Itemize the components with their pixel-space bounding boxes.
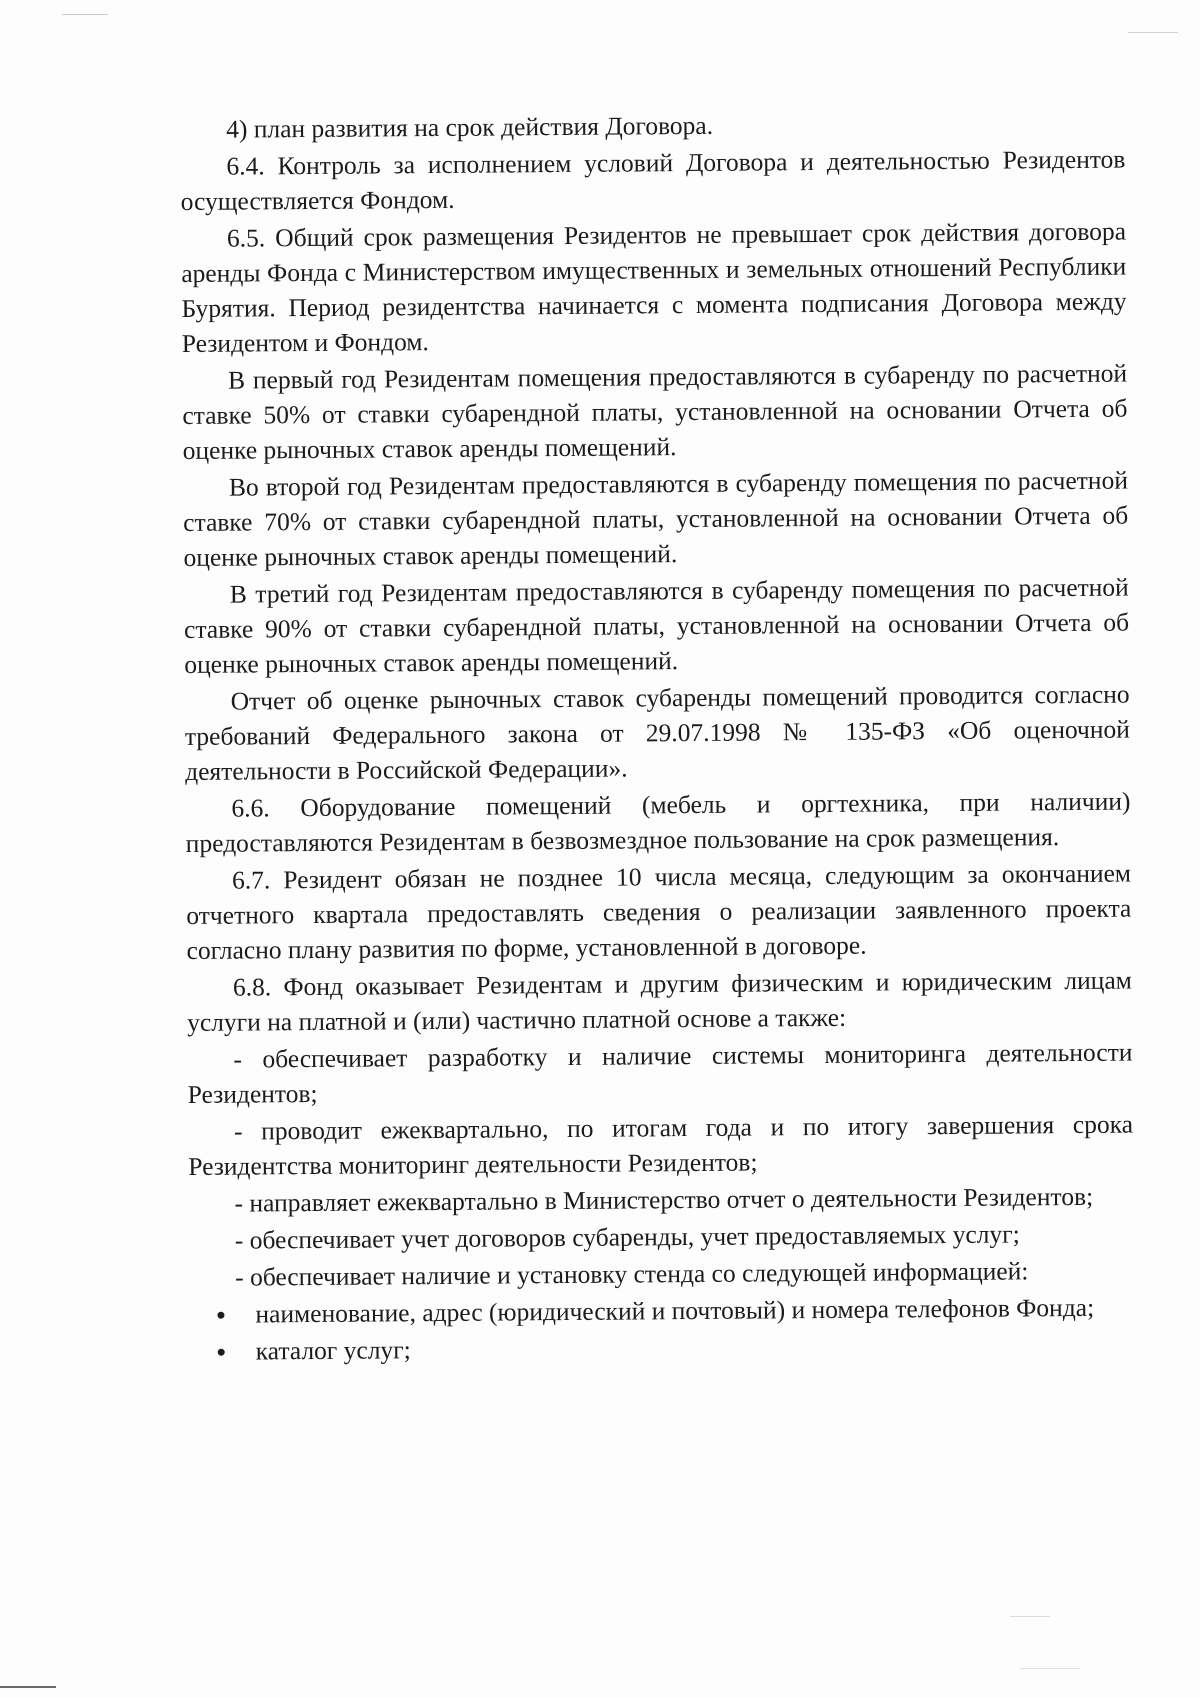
bullet-icon <box>217 1312 224 1319</box>
paragraph-6-5: 6.5. Общий срок размещения Резидентов не превышает срок действия договора аренды Фонда с Министерством имущественных и земельных отношений Республики Бурятия. Период резидентства начинается с момента подписания Договора между Резидентом и Фондом. <box>181 216 1127 358</box>
scan-artifact <box>1128 32 1178 33</box>
paragraph-6-4: 6.4. Контроль за исполнением условий Договора и деятельностью Резидентов осуществляется Фондом. <box>180 144 1126 216</box>
bullet-icon <box>218 1349 225 1356</box>
scan-artifact <box>1010 1616 1050 1617</box>
paragraph-second-year: Во второй год Резидентам предоставляются в субаренду помещения по расчетной ставке 70% от ставки субарендной платы, установленной на основании Отчета об оценке рыночных ставок аренды помещений. <box>183 465 1129 572</box>
paragraph-third-year: В третий год Резидентам предоставляются в субаренду помещения по расчетной ставке 90% от ставки субарендной платы, установленной на основании Отчета об оценке рыночных ставок аренды помещений. <box>183 572 1130 679</box>
list-item <box>190 1327 1135 1369</box>
paragraph-6-6: 6.6. Оборудование помещений (мебель и оргтехника, при наличии) предоставляются Резидентам в безвозмездное пользование на срок размещения. <box>185 786 1131 858</box>
paragraph-monitoring-system: - обеспечивает разработку и наличие системы мониторинга деятельности Резидентов; <box>187 1037 1133 1109</box>
list-item-text: каталог услуг; <box>255 1335 411 1366</box>
paragraph-6-7: 6.7. Резидент обязан не позднее 10 числа месяца, следующим за окончанием отчетного квартала предоставлять сведения о реализации заявленного проекта согласно плану развития по форме, установленной в договоре. <box>186 858 1132 965</box>
scan-artifact <box>62 14 108 15</box>
paragraph-ministry-report: - направляет ежеквартально в Министерство отчет о деятельности Резидентов; <box>234 1181 1094 1218</box>
scan-artifact <box>1020 1668 1080 1669</box>
paragraph-first-year: В первый год Резидентам помещения предоставляются в субаренду по расчетной ставке 50% от ставки субарендной платы, установленной на основании Отчета об оценке рыночных ставок аренды помещений. <box>182 358 1128 465</box>
paragraph-valuation-report: Отчет об оценке рыночных ставок субаренды помещений проводится согласно требований Федерального закона от 29.07.1998 № 135-ФЗ «Об оценочной деятельности в Российской Федерации». <box>184 679 1130 786</box>
paragraph-info-stand: - обеспечивает наличие и установку стенда со следующей информацией: <box>235 1256 1029 1292</box>
paragraph-quarterly-monitoring: - проводит ежеквартально, по итогам года и по итогу завершения срока Резидентства мониторинг деятельности Резидентов; <box>188 1109 1134 1181</box>
list-item <box>189 1290 1134 1332</box>
stand-info-list <box>189 1290 1135 1369</box>
paragraph-plan: 4) план развития на срок действия Договора. <box>226 110 714 144</box>
scan-artifact <box>0 1686 56 1688</box>
list-item-text: наименование, адрес (юридический и почтовый) и номера телефонов Фонда; <box>255 1292 1095 1329</box>
paragraph-6-8: 6.8. Фонд оказывает Резидентам и другим физическим и юридическим лицам услуги на платной и (или) частично платной основе а также: <box>187 965 1132 1037</box>
document-body <box>180 105 1135 1371</box>
paragraph-sublease-accounting: - обеспечивает учет договоров субаренды, учет предоставляемых услуг; <box>234 1219 1020 1255</box>
